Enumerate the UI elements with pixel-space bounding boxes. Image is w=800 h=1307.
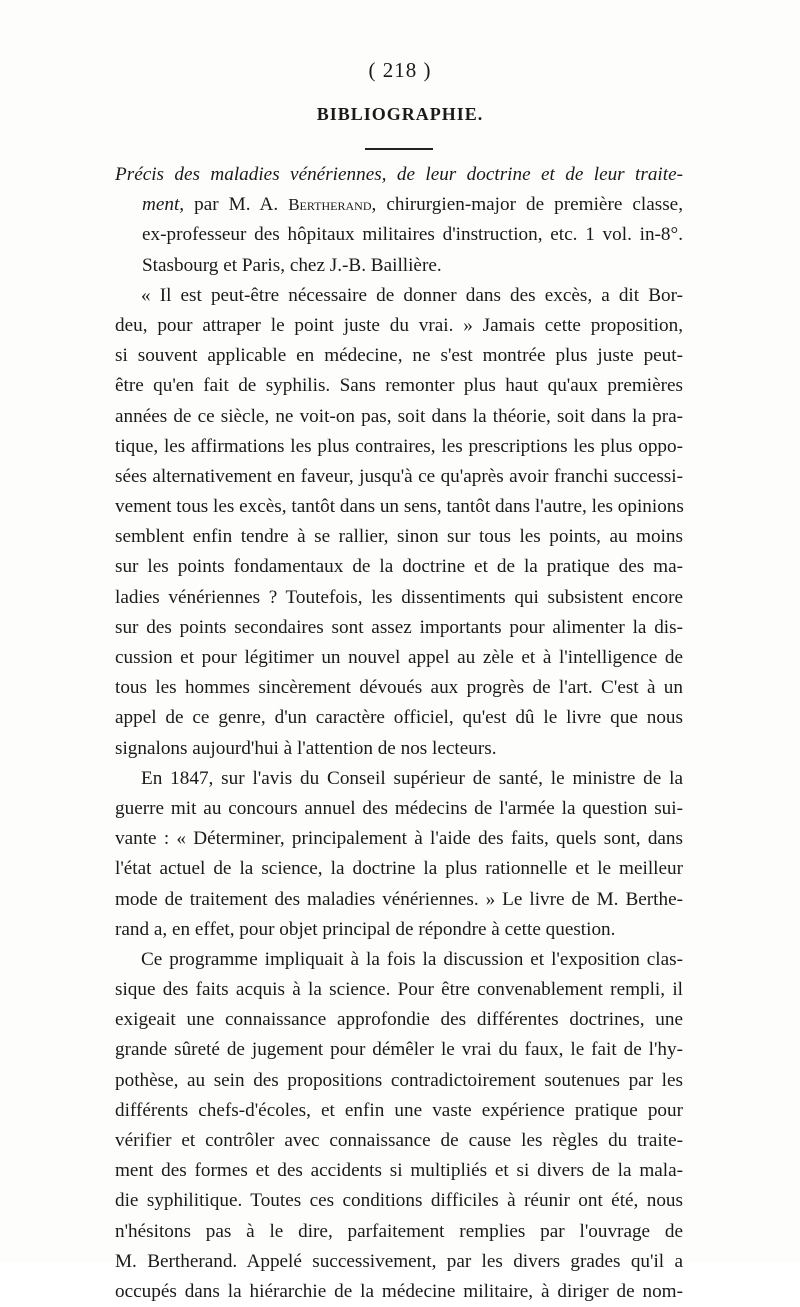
para1-line: signalons aujourd'hui à l'attention de nos lecteurs. [115, 737, 497, 759]
para3-line: sique des faits acquis à la science. Pour être convenablement rempli, il [115, 979, 683, 1001]
para1-line: cussion et pour légitimer un nouvel appel au zèle et à l'intelligence de [115, 647, 683, 668]
para1-line: vement tous les excès, tantôt dans un sens, tantôt dans l'autre, les opinions [115, 496, 684, 518]
para2-line: En 1847, sur l'avis du Conseil supérieur de santé, le ministre de la [141, 767, 683, 789]
para2-line: mode de traitement des maladies vénériennes. » Le livre de M. Berthe- [115, 888, 683, 910]
text-block [115, 160, 683, 1307]
para1-line: sur des points secondaires sont assez importants pour alimenter la dis- [115, 616, 683, 638]
para3-line: grande sûreté de jugement pour démêler le vrai du faux, le fait de l'hy- [115, 1039, 683, 1061]
entry-by: par M. A. [184, 194, 289, 216]
para1-line: « Il est peut-être nécessaire de donner dans des excès, a dit Bor- [141, 284, 683, 306]
entry-line-3: ex-professeur des hôpitaux militaires d'instruction, etc. 1 vol. in-8°. [142, 224, 683, 246]
para1-line: deu, pour attraper le point juste du vrai. » Jamais cette proposition, [115, 314, 683, 336]
entry-line-2-rest: , chirurgien-major de première classe, [371, 194, 683, 216]
para1-line: être qu'en fait de syphilis. Sans remonter plus haut qu'aux premières [115, 375, 683, 397]
para1-line: ladies vénériennes ? Toutefois, les dissentiments qui subsistent encore [115, 586, 683, 608]
para2-line: l'état actuel de la science, la doctrine la plus rationnelle et le meilleur [115, 858, 683, 880]
book-title-part1: Précis des maladies vénériennes, de leur doctrine et de leur traite- [115, 164, 683, 185]
para3-line: M. Bertherand. Appelé successivement, par les divers grades qu'il a [115, 1250, 683, 1272]
para3-line: Ce programme impliquait à la fois la discussion et l'exposition clas- [141, 948, 683, 970]
book-title-part2: ment, [142, 194, 185, 216]
para3-line: vérifier et contrôler avec connaissance de cause les règles du traite- [115, 1130, 683, 1151]
para3-line: occupés dans la hiérarchie de la médecine militaire, à diriger de nom- [115, 1280, 683, 1302]
para1-line: appel de ce genre, d'un caractère officiel, qu'est dû le livre que nous [115, 707, 683, 729]
page-number: ( 218 ) [368, 58, 432, 82]
para2-line: guerre mit au concours annuel des médecins de l'armée la question sui- [115, 797, 683, 819]
para1-line: semblent enfin tendre à se rallier, sinon sur tous les points, au moins [115, 526, 683, 548]
para1-line: tous les hommes sincèrement dévoués aux progrès de l'art. C'est à un [115, 677, 683, 699]
para2-line: rand a, en effet, pour objet principal de répondre à cette question. [115, 918, 616, 940]
para1-line: si souvent applicable en médecine, ne s'est montrée plus juste peut- [115, 345, 683, 367]
para1-line: sées alternativement en faveur, jusqu'à ce qu'après avoir franchi successi- [115, 465, 683, 487]
para1-line: tique, les affirmations les plus contraires, les prescriptions les plus oppo- [115, 435, 683, 457]
para3-line: ment des formes et des accidents si multipliés et si divers de la mala- [115, 1160, 683, 1182]
section-title: BIBLIOGRAPHIE. [316, 104, 484, 124]
entry-line-1 [115, 160, 683, 190]
para3-line: n'hésitons pas à le dire, parfaitement remplies par l'ouvrage de [115, 1220, 683, 1242]
para2-line: vante : « Déterminer, principalement à l'aide des faits, quels sont, dans [115, 828, 683, 850]
para1-line: sur les points fondamentaux de la doctrine et de la pratique des ma- [115, 556, 683, 578]
entry-author: Bertherand [288, 195, 372, 215]
para3-line: die syphilitique. Toutes ces conditions difficiles à réunir ont été, nous [115, 1190, 683, 1212]
title-rule [365, 148, 433, 150]
para3-line: différents chefs-d'écoles, et enfin une vaste expérience pratique pour [115, 1099, 683, 1121]
para1-line: années de ce siècle, ne voit-on pas, soit dans la théorie, soit dans la pra- [115, 405, 683, 427]
entry-line-2 [115, 190, 683, 220]
para3-line: pothèse, au sein des propositions contradictoirement soutenues par les [115, 1069, 683, 1091]
entry-line-4: Stasbourg et Paris, chez J.-B. Baillière. [142, 254, 442, 276]
para3-line: exigeait une connaissance approfondie des différentes doctrines, une [115, 1009, 683, 1031]
